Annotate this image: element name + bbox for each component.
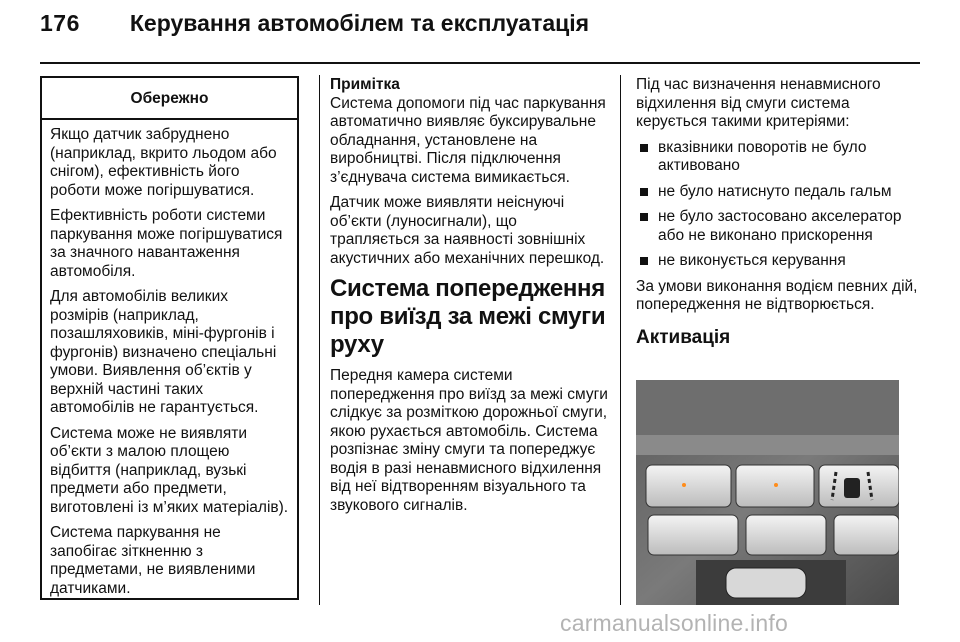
list-item	[636, 252, 918, 271]
caution-paragraph: Система може не виявляти об’єкти з малою площею відбиття (наприклад, вузькі предмети або предмети, виготовлені із м’яких матеріалів).	[50, 424, 289, 516]
caution-body	[42, 120, 297, 598]
bullet-icon	[640, 257, 648, 265]
list-item	[636, 183, 918, 202]
header-rule	[40, 62, 920, 64]
bullet-icon	[640, 144, 648, 152]
note-title: Примітка	[330, 76, 400, 93]
criteria-list	[636, 139, 918, 271]
caution-title: Обережно	[42, 78, 297, 120]
list-item-text: не було натиснуто педаль гальм	[658, 182, 892, 200]
caution-paragraph: Система паркування не запобігає зіткненню з предметами, не виявленими датчиками.	[50, 524, 256, 597]
activation-heading: Активація	[636, 326, 731, 348]
criteria-outro: За умови виконання водієм певних дій, попередження не відтворюється.	[636, 277, 918, 313]
caution-paragraph: Якщо датчик забруднено (наприклад, вкрито льодом або снігом), ефективність його роботи може погіршуватися.	[50, 126, 277, 199]
criteria-intro: Під час визначення ненавмисного відхилення від смуги система керується такими критеріями:	[636, 76, 881, 130]
caution-paragraph: Ефективність роботи системи паркування може погіршуватися за значного навантаження автомобіля.	[50, 207, 283, 280]
bullet-icon	[640, 213, 648, 221]
middle-column	[330, 76, 610, 522]
watermark: carmanualsonline.info	[560, 610, 788, 636]
note-paragraph: Датчик може виявляти неіснуючі об’єкти (луносигнали), що трапляється за наявності зовнішніх акустичних або механічних перешкод.	[330, 194, 605, 267]
section-title: Керування автомобілем та експлуатація	[129, 10, 590, 36]
lane-warning-paragraph: Передня камера системи попередження про виїзд за межі смуги слідкує за розміткою дорожньої смуги, якою рухається автомобіль. Система розпізнає зміну смуги та попереджує водія в разі ненавмисного відхилення від неї відтворенням візуального та звукового сигналів.	[330, 367, 608, 514]
column-divider	[319, 75, 320, 605]
note-paragraph: Система допомоги під час паркування автоматично виявляє буксирувальне обладнання, установлене на виробництві. Після підключення з’єднувача система вимикається.	[330, 94, 606, 186]
right-column	[636, 76, 918, 365]
caution-box	[40, 76, 299, 600]
list-item-text: не було застосовано акселератор або не виконано прискорення	[658, 208, 902, 244]
bullet-icon	[640, 188, 648, 196]
list-item	[636, 208, 918, 245]
caution-paragraph: Для автомобілів великих розмірів (наприклад, позашляховиків, міні-фургонів і фургонів) визначено спеціальні умови. Виявлення об’єктів у верхній частині таких автомобілів не гарантується.	[50, 288, 277, 416]
lane-warning-heading: Система попередження про виїзд за межі смуги руху	[330, 275, 606, 358]
list-item-text: не виконується керування	[658, 252, 846, 269]
list-item	[636, 139, 918, 176]
lane-button-photo	[636, 380, 899, 605]
page-header	[40, 10, 589, 50]
list-item-text: вказівники поворотів не було активовано	[658, 138, 867, 174]
page-number: 176	[40, 10, 80, 36]
column-divider	[620, 75, 621, 605]
